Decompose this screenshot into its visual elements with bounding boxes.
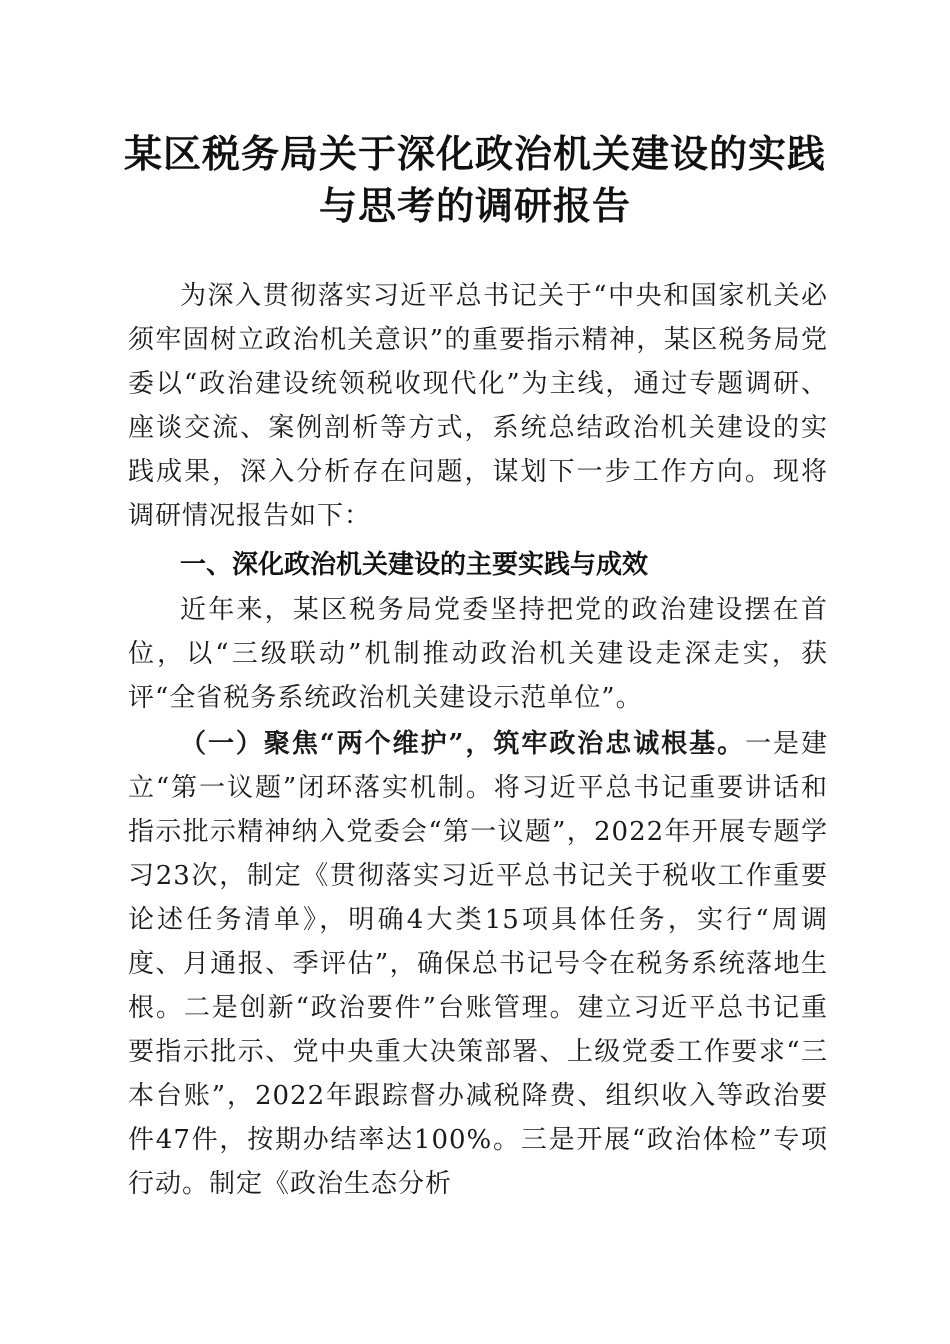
subsection-1-lead: （一）聚焦“两个维护”，筑牢政治忠诚根基。 (180, 729, 746, 759)
subsection-1-paragraph (128, 722, 828, 1206)
subsection-1-body: 一是建立“第一议题”闭环落实机制。将习近平总书记重要讲话和指示批示精神纳入党委会“第一议题”，2022年开展专题学习23次，制定《贯彻落实习近平总书记关于税收工作重要论述任务清单》，明确4大类15项具体任务，实行“周调度、月通报、季评估”，确保总书记号令在税务系统落地生根。二是创新“政治要件”台账管理。建立习近平总书记重要指示批示、党中央重大决策部署、上级党委工作要求“三本台账”，2022年跟踪督办减税降费、组织收入等政治要件47件，按期办结率达100%。三是开展“政治体检”专项行动。制定《政治生态分析 (128, 729, 828, 1199)
document-title: 某区税务局关于深化政治机关建设的实践与思考的调研报告 (123, 131, 826, 228)
intro-paragraph: 为深入贯彻落实习近平总书记关于“中央和国家机关必须牢固树立政治机关意识”的重要指示精神，某区税务局党委以“政治建设统领税收现代化”为主线，通过专题调研、座谈交流、案例剖析等方式，系统总结政治机关建设的实践成果，深入分析存在问题，谋划下一步工作方向。现将调研情况报告如下： (128, 281, 828, 531)
section-1-heading: 一、深化政治机关建设的主要实践与成效 (180, 550, 649, 580)
section-1-intro-paragraph: 近年来，某区税务局党委坚持把党的政治建设摆在首位，以“三级联动”机制推动政治机关建设走深走实，获评“全省税务系统政治机关建设示范单位”。 (128, 595, 828, 713)
